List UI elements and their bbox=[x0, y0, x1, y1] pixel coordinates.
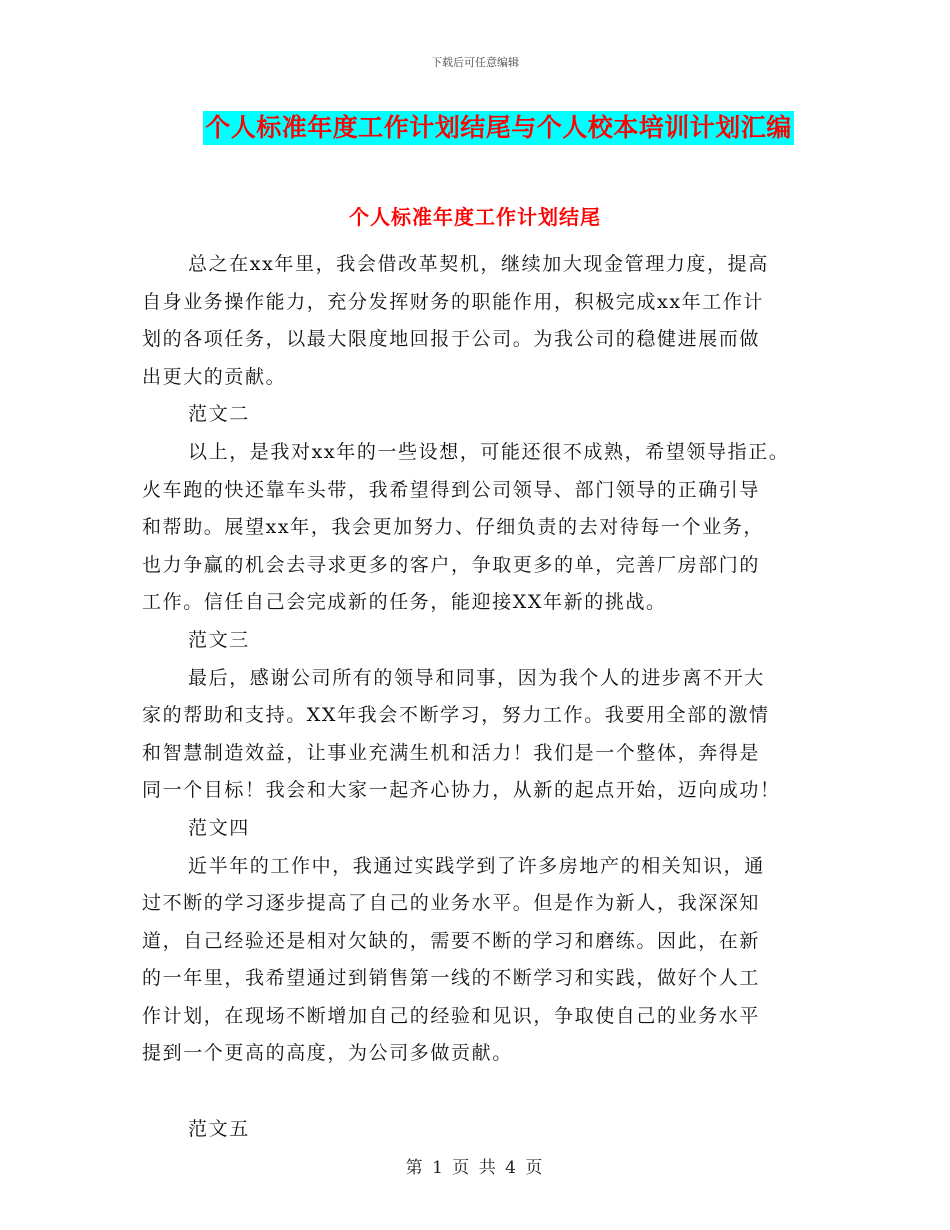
body-line: 范文五 bbox=[188, 1117, 250, 1140]
body-line: 最后，感谢公司所有的领导和同事，因为我个人的进步离不开大 bbox=[188, 666, 765, 689]
body-line: 范文二 bbox=[188, 403, 250, 426]
body-line: 同一个目标！我会和大家一起齐心协力，从新的起点开始，迈向成功！ bbox=[142, 779, 781, 802]
body-line: 出更大的贡献。 bbox=[142, 365, 287, 388]
body-line: 和帮助。展望xx年，我会更加努力、仔细负责的去对待每一个业务， bbox=[142, 516, 765, 539]
page-header-note: 下载后可任意编辑 bbox=[431, 56, 519, 69]
body-line bbox=[142, 1073, 822, 1111]
body-line: 划的各项任务，以最大限度地回报于公司。为我公司的稳健进展而做 bbox=[142, 328, 761, 351]
body-line: 的一年里，我希望通过到销售第一线的不断学习和实践，做好个人工 bbox=[142, 967, 761, 990]
section-title: 个人标准年度工作计划结尾 bbox=[349, 205, 601, 229]
body-line: 也力争赢的机会去寻求更多的客户，争取更多的单，完善厂房部门的 bbox=[142, 553, 761, 576]
body-line: 以上，是我对xx年的一些设想，可能还很不成熟，希望领导指正。 bbox=[188, 440, 790, 463]
document-title: 个人标准年度工作计划结尾与个人校本培训计划汇编 bbox=[203, 111, 794, 145]
body-line: 总之在xx年里，我会借改革契机，继续加大现金管理力度，提高 bbox=[188, 253, 769, 275]
document-title-container bbox=[0, 111, 950, 145]
body-line: 过不断的学习逐步提高了自己的业务水平。但是作为新人，我深深知 bbox=[142, 892, 761, 915]
body-line: 家的帮助和支持。XX年我会不断学习，努力工作。我要用全部的激情 bbox=[142, 704, 770, 727]
document-body bbox=[142, 246, 822, 1148]
body-line: 近半年的工作中，我通过实践学到了许多房地产的相关知识，通 bbox=[188, 854, 765, 877]
body-line: 提到一个更高的高度，为公司多做贡献。 bbox=[142, 1042, 513, 1065]
page-number-footer: 第 1 页 共 4 页 bbox=[405, 1158, 545, 1178]
body-line: 工作。信任自己会完成新的任务，能迎接XX年新的挑战。 bbox=[142, 591, 667, 614]
body-line: 范文三 bbox=[188, 628, 250, 651]
body-line: 作计划，在现场不断增加自己的经验和见识，争取使自己的业务水平 bbox=[142, 1004, 761, 1027]
body-line: 道，自己经验还是相对欠缺的，需要不断的学习和磨练。因此，在新 bbox=[142, 929, 761, 952]
body-line: 和智慧制造效益，让事业充满生机和活力！我们是一个整体，奔得是 bbox=[142, 741, 761, 764]
body-line: 火车跑的快还靠车头带，我希望得到公司领导、部门领导的正确引导 bbox=[142, 478, 761, 501]
body-line: 范文四 bbox=[188, 816, 250, 839]
body-line: 自身业务操作能力，充分发挥财务的职能作用，积极完成xx年工作计 bbox=[142, 290, 765, 313]
